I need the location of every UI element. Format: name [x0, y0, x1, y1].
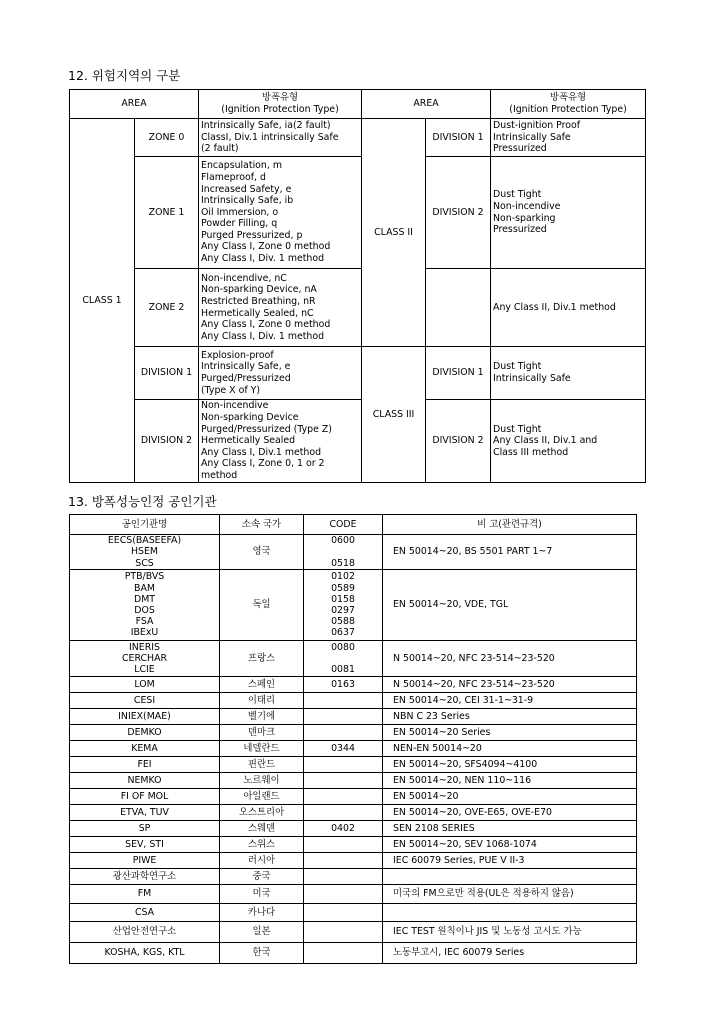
code-cell [304, 773, 383, 789]
code-cell [304, 885, 383, 904]
code-cell [304, 943, 383, 964]
zone-1-label: ZONE 1 [135, 157, 199, 269]
country-cell: 미국 [220, 885, 304, 904]
zone-0-types: Intrinsically Safe, ia(2 fault) ClassI, Div.1 intrinsically Safe (2 fault) [199, 119, 362, 157]
code-cell [304, 709, 383, 725]
country-cell: 덴마크 [220, 725, 304, 741]
class-3-div-2-types: Dust Tight Any Class II, Div.1 and Class III method [491, 400, 646, 483]
class-1-label: CLASS 1 [70, 119, 135, 483]
area-header-2: AREA [362, 90, 491, 119]
zone-2-label: ZONE 2 [135, 269, 199, 347]
table-row [70, 789, 637, 805]
org-cell: SP [70, 821, 220, 837]
col-header-org: 공인기관명 [70, 515, 220, 535]
zone-1-types: Encapsulation, m Flameproof, d Increased Safety, e Intrinsically Safe, ib Oil Immersion, o Powder Filling, q Purged Pressurized, p Any Class I, Zone 0 method Any Class I, Div. 1 method [199, 157, 362, 269]
code-cell: 0402 [304, 821, 383, 837]
note-cell: IEC TEST 원칙이나 JIS 및 노동성 고시도 가능 [383, 922, 637, 943]
org-cell: ETVA, TUV [70, 805, 220, 821]
hazardous-area-classification-table [69, 89, 646, 483]
table-row [70, 157, 646, 269]
country-cell: 아일랜드 [220, 789, 304, 805]
table-row [70, 943, 637, 964]
table-row [70, 773, 637, 789]
org-cell: LOM [70, 677, 220, 693]
country-cell: 프랑스 [220, 641, 304, 677]
table-row [70, 757, 637, 773]
country-cell: 카나다 [220, 904, 304, 922]
country-cell: 오스트리아 [220, 805, 304, 821]
org-cell: PTB/BVS BAM DMT DOS FSA IBExU [70, 570, 220, 641]
class-3-div-1-types: Dust Tight Intrinsically Safe [491, 347, 646, 400]
class-2-div-2-types: Dust Tight Non-incendive Non-sparking Pressurized [491, 157, 646, 269]
org-cell: FI OF MOL [70, 789, 220, 805]
note-cell: NBN C 23 Series [383, 709, 637, 725]
org-cell: INIEX(MAE) [70, 709, 220, 725]
code-cell: 0600 0518 [304, 535, 383, 570]
note-cell [383, 904, 637, 922]
note-cell: EN 50014~20 Series [383, 725, 637, 741]
country-cell: 한국 [220, 943, 304, 964]
code-cell [304, 693, 383, 709]
table-row [70, 922, 637, 943]
code-cell [304, 922, 383, 943]
section-12-title: 12. 위험지역의 구분 [68, 68, 181, 83]
class-3-div-2-label: DIVISION 2 [426, 400, 491, 483]
class-1-div-1-label: DIVISION 1 [135, 347, 199, 400]
note-cell: 미국의 FM으로만 적용(UL은 적용하지 않음) [383, 885, 637, 904]
protection-type-en: (Ignition Protection Type) [221, 104, 339, 115]
protection-type-kr-2: 방폭유형 [549, 92, 587, 104]
note-cell: EN 50014~20, SFS4094~4100 [383, 757, 637, 773]
class-2-div-1-label: DIVISION 1 [426, 119, 491, 157]
table-row [70, 837, 637, 853]
table-row [70, 677, 637, 693]
empty-cell [426, 269, 491, 347]
country-cell: 러시아 [220, 853, 304, 869]
class-3-div-1-label: DIVISION 1 [426, 347, 491, 400]
country-cell: 독일 [220, 570, 304, 641]
class-1-div-2-types: Non-incendive Non-sparking Device Purged/Pressurized (Type Z) Hermetically Sealed Any Class I, Div.1 method Any Class I, Zone 0, 1 or 2 method [199, 400, 362, 483]
class-1-div-2-label: DIVISION 2 [135, 400, 199, 483]
table-row [70, 400, 646, 483]
org-cell: NEMKO [70, 773, 220, 789]
table-row [70, 805, 637, 821]
table-row [70, 693, 637, 709]
col-header-note: 비 고(관련규격) [383, 515, 637, 535]
table-row [70, 904, 637, 922]
code-cell [304, 805, 383, 821]
country-cell: 영국 [220, 535, 304, 570]
table-row [70, 853, 637, 869]
country-cell: 노르웨이 [220, 773, 304, 789]
table-row [70, 119, 646, 157]
table-row [70, 709, 637, 725]
org-cell: INERIS CERCHAR LCIE [70, 641, 220, 677]
table-header-row [70, 515, 637, 535]
code-cell [304, 725, 383, 741]
note-cell: EN 50014~20 [383, 789, 637, 805]
country-cell: 네델란드 [220, 741, 304, 757]
zone-2-types: Non-incendive, nC Non-sparking Device, nA Restricted Breathing, nR Hermetically Sealed, nC Any Class I, Zone 0 method Any Class I, Div. 1 method [199, 269, 362, 347]
table-row [70, 885, 637, 904]
protection-type-kr: 방폭유형 [261, 92, 299, 104]
code-cell [304, 837, 383, 853]
country-cell: 일본 [220, 922, 304, 943]
note-cell: SEN 2108 SERIES [383, 821, 637, 837]
note-cell: EN 50014~20, NEN 110~116 [383, 773, 637, 789]
note-cell: IEC 60079 Series, PUE V II-3 [383, 853, 637, 869]
country-cell: 스웨덴 [220, 821, 304, 837]
table-header-row [70, 90, 646, 119]
country-cell: 스위스 [220, 837, 304, 853]
code-cell [304, 757, 383, 773]
table-row [70, 535, 637, 570]
class-2-div-2-label: DIVISION 2 [426, 157, 491, 269]
code-cell: 0102 0589 0158 0297 0588 0637 [304, 570, 383, 641]
table-row [70, 741, 637, 757]
code-cell: 0163 [304, 677, 383, 693]
org-cell: 산업안전연구소 [70, 922, 220, 943]
note-cell [383, 869, 637, 885]
code-cell [304, 869, 383, 885]
zone-0-label: ZONE 0 [135, 119, 199, 157]
org-cell: EECS(BASEEFA) HSEM SCS [70, 535, 220, 570]
note-cell: N 50014~20, NFC 23-514~23-520 [383, 677, 637, 693]
protection-type-en-2: (Ignition Protection Type) [509, 104, 627, 115]
table-row [70, 641, 637, 677]
country-cell: 스페인 [220, 677, 304, 693]
col-header-country: 소속 국가 [220, 515, 304, 535]
code-cell: 0080 0081 [304, 641, 383, 677]
country-cell: 중국 [220, 869, 304, 885]
note-cell: EN 50014~20, CEI 31-1~31-9 [383, 693, 637, 709]
table-row [70, 347, 646, 400]
code-cell [304, 904, 383, 922]
certification-bodies-table [69, 514, 637, 964]
table-row [70, 869, 637, 885]
org-cell: CSA [70, 904, 220, 922]
table-row [70, 821, 637, 837]
note-cell: 노동부고시, IEC 60079 Series [383, 943, 637, 964]
table-row [70, 269, 646, 347]
note-cell: EN 50014~20, BS 5501 PART 1~7 [383, 535, 637, 570]
table-row [70, 725, 637, 741]
note-cell: N 50014~20, NFC 23-514~23-520 [383, 641, 637, 677]
class-1-div-1-types: Explosion-proof Intrinsically Safe, e Purged/Pressurized (Type X of Y) [199, 347, 362, 400]
country-cell: 이태리 [220, 693, 304, 709]
note-cell: EN 50014~20, VDE, TGL [383, 570, 637, 641]
col-header-code: CODE [304, 515, 383, 535]
country-cell: 벨기에 [220, 709, 304, 725]
class-3-label: CLASS III [362, 347, 426, 483]
org-cell: PIWE [70, 853, 220, 869]
code-cell [304, 789, 383, 805]
country-cell: 핀란드 [220, 757, 304, 773]
code-cell [304, 853, 383, 869]
org-cell: 광산과학연구소 [70, 869, 220, 885]
class-2-extra-types: Any Class II, Div.1 method [491, 269, 646, 347]
table-row [70, 570, 637, 641]
org-cell: SEV, STI [70, 837, 220, 853]
note-cell: EN 50014~20, OVE-E65, OVE-E70 [383, 805, 637, 821]
org-cell: KEMA [70, 741, 220, 757]
class-2-div-1-types: Dust-ignition Proof Intrinsically Safe Pressurized [491, 119, 646, 157]
class-2-label: CLASS II [362, 119, 426, 347]
note-cell: EN 50014~20, SEV 1068-1074 [383, 837, 637, 853]
section-13-title: 13. 방폭성능인정 공인기관 [68, 494, 217, 509]
note-cell: NEN-EN 50014~20 [383, 741, 637, 757]
org-cell: KOSHA, KGS, KTL [70, 943, 220, 964]
code-cell: 0344 [304, 741, 383, 757]
org-cell: CESI [70, 693, 220, 709]
area-header: AREA [70, 90, 199, 119]
org-cell: FEI [70, 757, 220, 773]
org-cell: DEMKO [70, 725, 220, 741]
protection-type-header [199, 90, 362, 119]
org-cell: FM [70, 885, 220, 904]
protection-type-header-2 [491, 90, 646, 119]
